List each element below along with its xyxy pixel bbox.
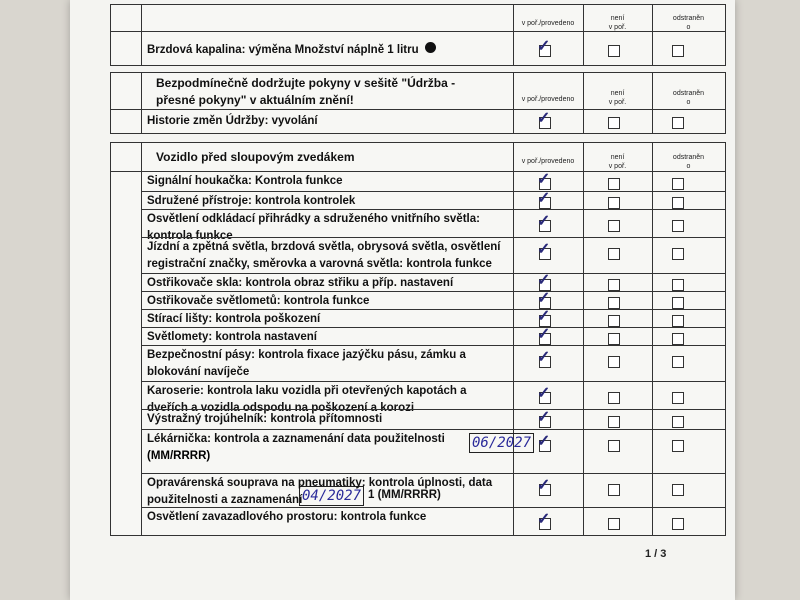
section-instructions	[110, 72, 726, 134]
checkbox-removed[interactable]	[672, 392, 684, 404]
expiry-date-tyre-kit[interactable]: 04/2027	[299, 486, 364, 506]
checkbox-removed[interactable]	[672, 518, 684, 530]
checkbox-removed[interactable]	[672, 416, 684, 428]
checklist-row	[141, 237, 725, 274]
checkbox-removed[interactable]	[672, 45, 684, 57]
row-label: Osvětlení odkládací přihrádky a sdruženého vnitřního světla: kontrola funkce	[147, 213, 480, 242]
check-mark-icon: ✓	[537, 110, 551, 127]
row-label: Ostřikovače skla: kontrola obraz střiku a příp. nastavení	[147, 277, 454, 289]
row-label: Sdružené přístroje: kontrola kontrolek	[147, 195, 356, 207]
checkbox-removed[interactable]	[672, 178, 684, 190]
checklist-row	[141, 209, 725, 242]
check-mark-icon: ✓	[537, 171, 551, 188]
checkbox-not-ok[interactable]	[608, 220, 620, 232]
checkbox-not-ok[interactable]	[608, 440, 620, 452]
check-mark-icon: ✓	[537, 326, 551, 343]
checkbox-not-ok[interactable]	[608, 248, 620, 260]
checkbox-not-ok[interactable]	[608, 315, 620, 327]
col-not-ok-label: není v poř.	[608, 15, 627, 31]
bullet-dot-icon	[425, 42, 436, 53]
row-label: Stírací lišty: kontrola poškození	[147, 313, 321, 325]
checkbox-removed[interactable]	[672, 315, 684, 327]
section-vehicle-lift	[110, 142, 726, 536]
row-label: Bezpečnostní pásy: kontrola fixace jazýčku pásu, zámku a blokování navíječe	[147, 349, 466, 378]
checklist-row	[141, 109, 725, 134]
checkbox-not-ok[interactable]	[608, 416, 620, 428]
checklist-row	[141, 345, 725, 382]
checkbox-removed[interactable]	[672, 440, 684, 452]
row-label: Ostřikovače světlometů: kontrola funkce	[147, 295, 370, 307]
check-mark-icon: ✓	[537, 190, 551, 207]
check-mark-icon: ✓	[537, 511, 551, 528]
page-number: 1 / 3	[645, 548, 667, 560]
checkbox-removed[interactable]	[672, 248, 684, 260]
row-label: Brzdová kapalina: výměna Množství náplně 1 litru	[147, 44, 419, 56]
checkbox-removed[interactable]	[672, 297, 684, 309]
checklist-row	[141, 381, 725, 414]
checklist-row	[141, 273, 725, 292]
col-done-label: v poř./provedeno	[521, 96, 575, 103]
checklist-row	[141, 309, 725, 328]
col-done-label: v poř./provedeno	[521, 20, 575, 27]
row-label: Opravárenská souprava na pneumatiky: kontrola úplnosti, data použitelnosti a zaznamenání	[147, 477, 493, 506]
col-not-ok-label: není v poř.	[608, 90, 627, 106]
expiry-date-first-aid[interactable]: 06/2027	[469, 433, 534, 453]
checkbox-removed[interactable]	[672, 333, 684, 345]
row-label: Jízdní a zpětná světla, brzdová světla, obrysová světla, osvětlení registrační značky, směrovka a varovná světla: kontrola funkce	[147, 241, 501, 270]
checkbox-removed[interactable]	[672, 197, 684, 209]
checkbox-not-ok[interactable]	[608, 45, 620, 57]
checkbox-removed[interactable]	[672, 484, 684, 496]
check-mark-icon: ✓	[537, 308, 551, 325]
checkbox-not-ok[interactable]	[608, 392, 620, 404]
checkbox-not-ok[interactable]	[608, 333, 620, 345]
row-label: Osvětlení zavazadlového prostoru: kontrola funkce	[147, 511, 427, 523]
checkbox-removed[interactable]	[672, 220, 684, 232]
checkbox-not-ok[interactable]	[608, 117, 620, 129]
row-label: Výstražný trojúhelník: kontrola přítomnosti	[147, 413, 383, 425]
section-title: Bezpodmínečně dodržujte pokyny v sešitě "Údržba - přesné pokyny" v aktuálním znění!	[156, 76, 456, 107]
check-mark-icon: ✓	[537, 433, 551, 450]
check-mark-icon: ✓	[537, 272, 551, 289]
checklist-row	[141, 327, 725, 346]
checkbox-not-ok[interactable]	[608, 356, 620, 368]
checkbox-not-ok[interactable]	[608, 178, 620, 190]
col-removed-label: odstraněn o	[672, 154, 705, 170]
check-mark-icon: ✓	[537, 290, 551, 307]
unit-label: 1 (MM/RRRR)	[368, 489, 441, 501]
col-done-label: v poř./provedeno	[521, 158, 575, 165]
checklist-row	[141, 473, 725, 508]
checkbox-not-ok[interactable]	[608, 518, 620, 530]
row-label: Lékárnička: kontrola a zaznamenání data použitelnosti	[147, 433, 445, 445]
row-label: Světlomety: kontrola nastavení	[147, 331, 317, 343]
checkbox-not-ok[interactable]	[608, 297, 620, 309]
checkbox-removed[interactable]	[672, 117, 684, 129]
section-title: Vozidlo před sloupovým zvedákem	[156, 150, 355, 164]
check-mark-icon: ✓	[537, 385, 551, 402]
unit-label: (MM/RRRR)	[147, 450, 211, 462]
check-mark-icon: ✓	[537, 38, 551, 55]
col-removed-label: odstraněn o	[672, 15, 705, 31]
checklist-row	[141, 429, 725, 474]
checklist-row	[141, 409, 725, 430]
checkbox-not-ok[interactable]	[608, 279, 620, 291]
checkbox-removed[interactable]	[672, 356, 684, 368]
checkbox-not-ok[interactable]	[608, 484, 620, 496]
checklist-row	[141, 31, 725, 66]
row-label: Karoserie: kontrola laku vozidla při otevřených kapotách a dveřích a vozidla odspodu na poškození a korozi	[147, 385, 467, 414]
col-not-ok-label: není v poř.	[608, 154, 627, 170]
row-label: Historie změn Údržby: vyvolání	[147, 115, 318, 127]
checklist-row	[141, 507, 725, 536]
checklist-row	[141, 191, 725, 210]
col-removed-label: odstraněn o	[672, 90, 705, 106]
checklist-row	[141, 291, 725, 310]
check-mark-icon: ✓	[537, 213, 551, 230]
section-brake-fluid	[110, 4, 726, 66]
check-mark-icon: ✓	[537, 241, 551, 258]
checklist-row	[141, 171, 725, 192]
check-mark-icon: ✓	[537, 477, 551, 494]
check-mark-icon: ✓	[537, 409, 551, 426]
checkbox-removed[interactable]	[672, 279, 684, 291]
service-checklist-page	[70, 0, 735, 600]
check-mark-icon: ✓	[537, 349, 551, 366]
checkbox-not-ok[interactable]	[608, 197, 620, 209]
row-label: Signální houkačka: Kontrola funkce	[147, 175, 343, 187]
